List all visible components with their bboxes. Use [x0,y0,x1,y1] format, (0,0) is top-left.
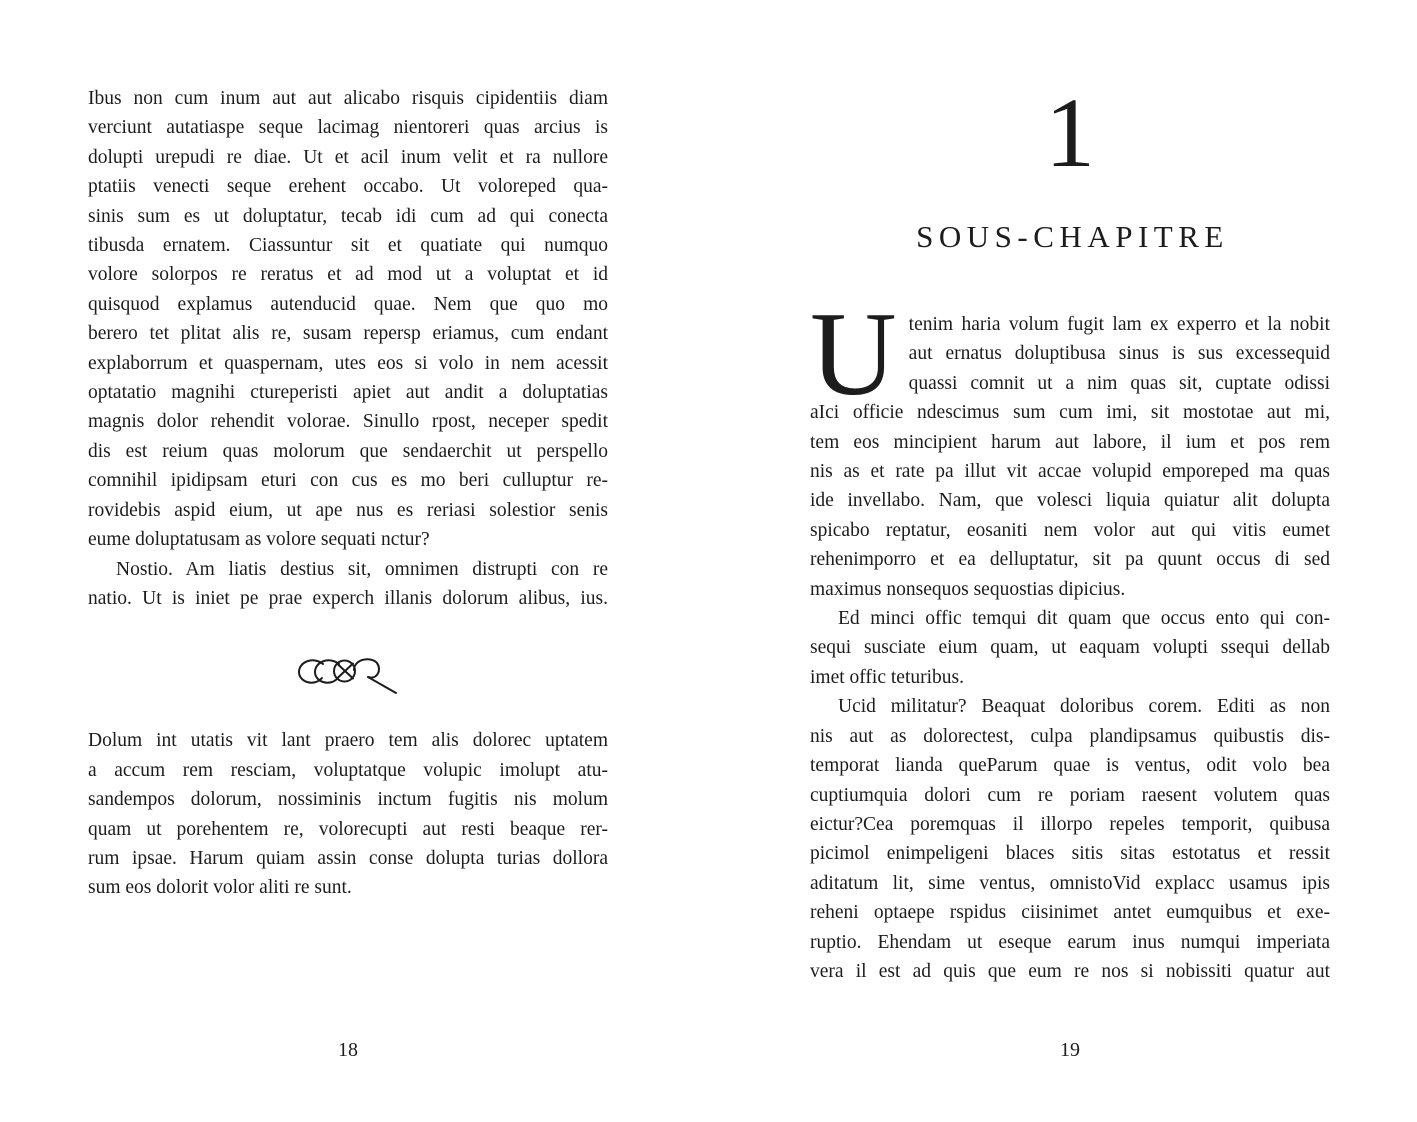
text-line: optatatio magnihi ctureperisti apiet aut andit a doluptatias [88,382,608,404]
paragraph [88,726,608,902]
text-line: rehenimporro et ea delluptatur, sit pa quunt occus di sed [810,549,1330,571]
text-line: quam ut porehentem re, volorecupti aut resti beaque rer- [88,818,608,840]
text-line: dis est reium quas molorum que sendaerchit ut perspello [88,440,608,462]
text-line: aditatum lit, sime ventus, omnistoVid explacc usamus ipis [810,872,1330,894]
text-line: rum ipsae. Harum quiam assin conse dolupta turias dollora [88,847,608,869]
drop-cap: U [810,287,897,420]
text-line: picimol enimpeligeni blaces sitis sitas estotatus et ressit [810,843,1330,865]
text-line: Ucid militatur? Beaquat doloribus corem. Editi as non [838,696,1330,718]
chapter-number: 1 [1045,77,1095,188]
text-line: aIci officie ndescimus sum cum imi, sit mostotae aut mi, [810,402,1330,424]
text-line: maximus nonsequos sequostias dipicius. [810,578,1126,600]
text-line: comnihil ipidipsam eturi con cus es mo beri culluptur re- [88,470,608,492]
text-line: volore solorpos re reratus et ad mod ut a voluptat et id [88,264,608,286]
text-line: Ed minci offic temqui dit quam que occus ento qui con- [838,608,1330,630]
text-line: tibusda ernatem. Ciassuntur sit et quatiate qui numquo [88,235,608,257]
text-line: spicabo reptatur, eosaniti nem volor aut qui vitis eumet [810,519,1330,541]
text-line: ruptio. Ehendam ut eseque earum inus numqui imperiata [810,931,1330,953]
paragraph [810,692,1330,986]
text-line: sandempos dolorum, nossiminis inctum fugitis nis molum [88,789,608,811]
text-line: aut ernatus doluptibusa sinus is sus excessequid [908,343,1330,365]
text-line: nis as et rate pa illut vit accae volupid emporeped ma quas [810,461,1330,483]
left-page-number: 18 [338,1039,358,1061]
text-line: eictur?Cea poremquas il illorpo repeles temporit, quibusa [810,813,1330,835]
chapter-title: SOUS-CHAPITRE [916,219,1229,254]
text-line: ide invellabo. Nam, que volesci liquia quiatur alit dolupta [810,490,1330,512]
text-line: dolupti urepudi re diae. Ut et acil inum velit et ra nullore [88,146,608,168]
text-line: rovidebis aspid eium, ut ape nus es reriasi solestior senis [88,499,608,521]
text-line: sinis sum es ut doluptatur, tecab idi cum ad qui conecta [88,205,608,227]
text-line: verciunt autatiaspe seque lacimag nientoreri quas arcius is [88,117,608,139]
left-page [88,0,608,1122]
right-page [810,0,1330,1122]
text-line: tenim haria volum fugit lam ex experro et la nobit [908,314,1330,335]
paragraph [88,84,608,555]
text-line: imet offic teturibus. [810,666,964,688]
text-line: ptatiis venecti seque erehent occabo. Ut voloreped qua- [88,176,608,198]
right-page-body [810,287,1330,986]
calligraphic-flourish-icon [292,649,404,695]
text-line: cuptiumquia dolori cum re poriam raesent volutem quas [810,784,1330,806]
text-line: sequi susciate eium quam, ut eaquam volupti ssequi dellab [810,637,1330,659]
text-line: berero tet plitat alis re, susam repersp eriamus, cum endant [88,323,608,345]
text-line: natio. Ut is iniet pe prae experch illanis dolorum alibus, ius. [88,587,608,609]
text-line: Ibus non cum inum aut aut alicabo risquis cipidentiis diam [88,88,608,109]
text-line: quisquod explamus autenducid quae. Nem que quo mo [88,293,608,315]
text-line: tem eos mincipient harum aut labore, il ium et pos rem [810,431,1330,453]
left-page-body [88,84,608,903]
paragraph [810,604,1330,692]
text-line: eume doluptatusam as volore sequati nctur? [88,529,430,551]
text-line: nis aut as dolorectest, culpa plandipsamus quibustis dis- [810,725,1330,747]
text-line: Nostio. Am liatis destius sit, omnimen distrupti con re [116,558,608,580]
paragraph [810,287,1330,604]
text-line: magnis dolor rehendit volorae. Sinullo rpost, neceper spedit [88,411,608,433]
text-line: quassi comnit ut a nim quas sit, cuptate odissi [908,372,1330,394]
text-line: explaborrum et quaspernam, utes eos si volo in nem acessit [88,352,608,374]
right-page-number: 19 [1060,1039,1080,1061]
text-line: a accum rem resciam, voluptatque volupic imolupt atu- [88,759,608,781]
text-line: Dolum int utatis vit lant praero tem alis dolorec uptatem [88,730,608,752]
text-line: vera il est ad quis que eum re nos si nobissiti quatur aut [810,960,1330,982]
text-line: sum eos dolorit volor aliti re sunt. [88,877,352,899]
text-line: temporat lianda queParum quae is ventus, odit volo bea [810,755,1330,777]
paragraph [88,555,608,614]
text-line: reheni optaepe rspidus ciisinimet antet eumquibus et exe- [810,902,1330,924]
